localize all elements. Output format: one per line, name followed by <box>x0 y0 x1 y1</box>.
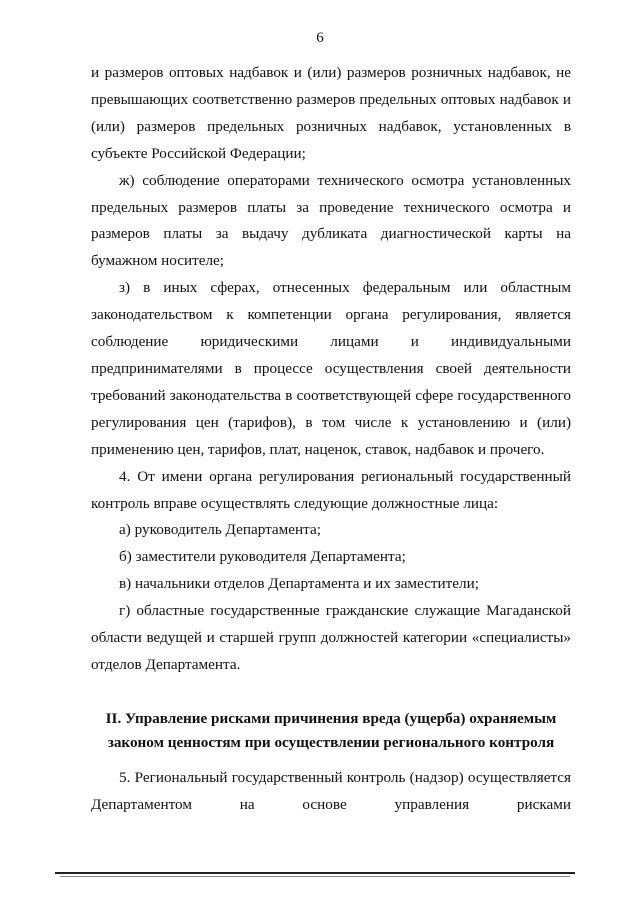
paragraph-item-zh: ж) соблюдение операторами технического осмотра установленных предельных размеров платы за проведение технического осмотра и размеров платы за выдачу дубликата диагностической карты на бумажном носителе; <box>91 171 571 270</box>
document-body-continued <box>91 765 571 819</box>
list-item-v: в) начальники отделов Департамента и их заместители; <box>119 575 479 593</box>
list-item-b: б) заместители руководителя Департамента; <box>119 548 406 566</box>
page-bottom-edge <box>55 872 575 874</box>
section-heading-line-2: законом ценностям при осуществлении регионального контроля <box>107 734 555 751</box>
document-body <box>91 60 571 679</box>
paragraph-continuation: и размеров оптовых надбавок и (или) размеров розничных надбавок, не превышающих соответственно размеров предельных оптовых надбавок и (или) размеров предельных розничных надбавок, установленных в субъекте Российской Федерации; <box>91 64 571 162</box>
paragraph-clause-5: 5. Региональный государственный контроль (надзор) осуществляется Департаментом на основе управления рисками <box>91 769 571 813</box>
section-heading <box>91 707 571 755</box>
page-number: 6 <box>316 30 324 46</box>
section-heading-line-1: II. Управление рисками причинения вреда (ущерба) охраняемым <box>105 710 557 727</box>
list-item-a: а) руководитель Департамента; <box>119 521 321 539</box>
page-bottom-edge-shadow <box>60 876 570 877</box>
paragraph-item-z: з) в иных сферах, отнесенных федеральным или областным законодательством к компетенции органа регулирования, является соблюдение юридическими лицами и индивидуальными предпринимателями в процессе осуществления своей деятельности требований законодательства в соответствующей сфере государственного регулирования цен (тарифов), в том числе к установлению и (или) применению цен, тарифов, плат, наценок, ставок, надбавок и прочего. <box>91 279 571 458</box>
list-item-g: г) областные государственные гражданские служащие Магаданской области ведущей и старшей групп должностей категории «специалисты» отделов Департамента. <box>91 602 571 673</box>
paragraph-clause-4: 4. От имени органа регулирования региональный государственный контроль вправе осуществлять следующие должностные лица: <box>91 467 571 512</box>
